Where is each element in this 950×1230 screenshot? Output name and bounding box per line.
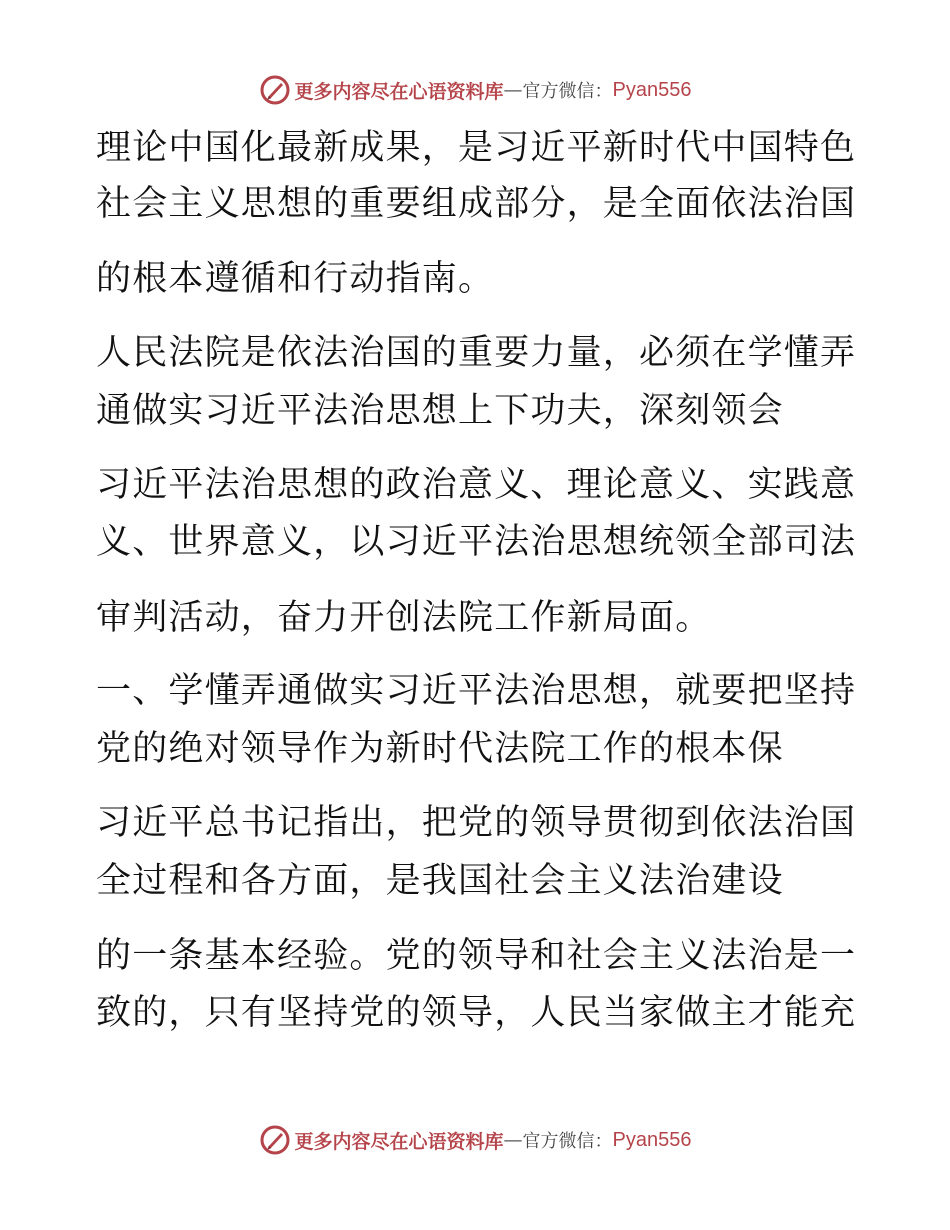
footer-banner — [0, 1120, 950, 1160]
text-line: 的根本遵循和行动指南。 — [96, 259, 495, 299]
text-line: 一、学懂弄通做实习近平法治思想，就要把坚持 — [96, 671, 857, 711]
text-line: 的一条基本经验。党的领导和社会主义法治是一 — [96, 936, 857, 976]
text-line: 义、世界意义，以习近平法治思想统领全部司法 — [96, 522, 857, 562]
header-banner — [0, 70, 950, 110]
text-line: 习近平总书记指出，把党的领导贯彻到依法治国 — [96, 803, 857, 843]
text-line: 理论中国化最新成果，是习近平新时代中国特色 — [96, 128, 857, 168]
wechat-label: 官方微信： — [522, 1131, 613, 1152]
wechat-id: Pyan556 — [612, 1128, 692, 1151]
text-line: 党的绝对领导作为新时代法院工作的根本保 — [96, 729, 784, 769]
text-line: 习近平法治思想的政治意义、理论意义、实践意 — [96, 465, 857, 505]
separator-dash: — — [503, 1129, 523, 1151]
text-line: 人民法院是依法治国的重要力量，必须在学懂弄 — [96, 333, 857, 373]
separator-dash: — — [503, 79, 523, 101]
wechat-label: 官方微信： — [522, 81, 613, 102]
text-line: 通做实习近平法治思想上下功夫，深刻领会 — [96, 391, 784, 431]
text-line: 致的，只有坚持党的领导，人民当家做主才能充 — [96, 993, 857, 1033]
text-line: 社会主义思想的重要组成部分，是全面依法治国 — [96, 184, 857, 224]
text-line: 全过程和各方面，是我国社会主义法治建设 — [96, 861, 784, 901]
quill-logo-icon — [259, 1124, 291, 1156]
text-line: 审判活动，奋力开创法院工作新局面。 — [96, 598, 712, 638]
site-name: 更多内容尽在心语资料库 — [294, 80, 504, 103]
wechat-id: Pyan556 — [612, 78, 692, 101]
site-name: 更多内容尽在心语资料库 — [294, 1130, 504, 1153]
quill-logo-icon — [259, 74, 291, 106]
